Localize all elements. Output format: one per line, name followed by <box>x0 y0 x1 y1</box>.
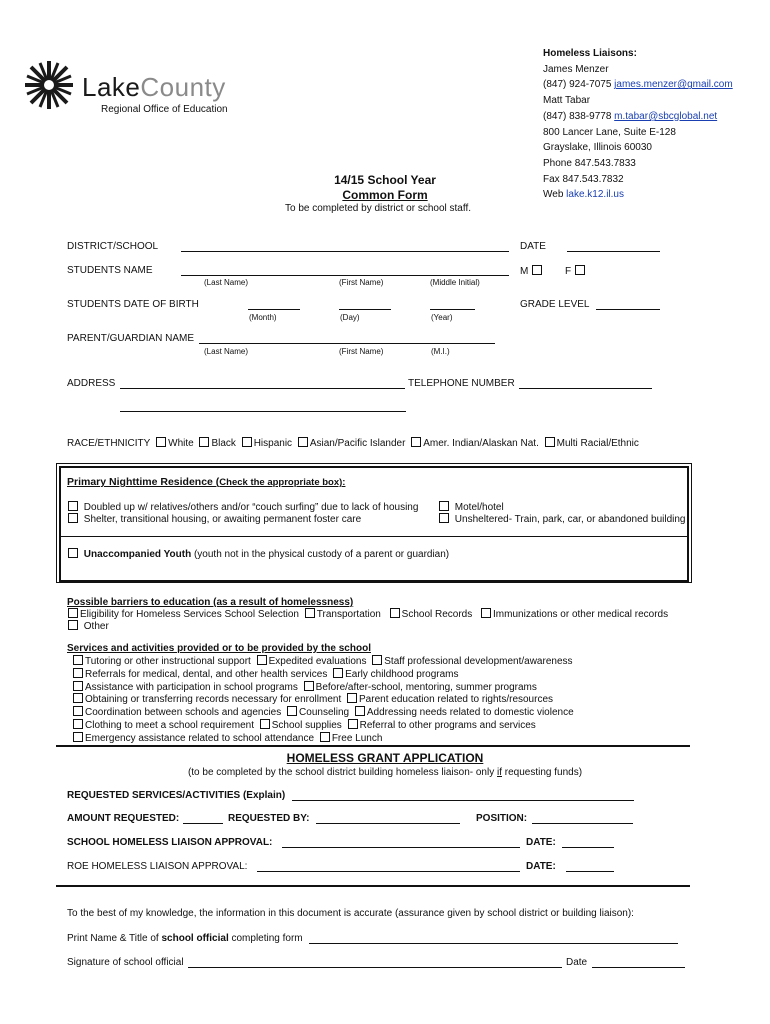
gender-m <box>520 265 545 277</box>
barriers-row <box>67 608 670 620</box>
amount-label: AMOUNT REQUESTED: <box>67 813 180 824</box>
barrier-checkbox-immunizations[interactable] <box>481 608 491 618</box>
print-name-a: Print Name & Title of <box>67 933 162 944</box>
logo-county: County <box>140 72 226 102</box>
web-link[interactable]: lake.k12.il.us <box>566 189 624 201</box>
unaccompanied-option <box>67 548 449 560</box>
residence-unsheltered-label: Unsheltered- Train, park, car, or abandoned building <box>454 514 686 525</box>
form-subtitle: Common Form <box>342 188 428 202</box>
service-checkbox-referral-programs[interactable] <box>348 719 358 729</box>
barrier-immunizations: Immunizations or other medical records <box>493 609 669 620</box>
barrier-records: School Records <box>401 609 473 620</box>
gender-m-label: M <box>520 266 529 277</box>
web-label: Web <box>543 189 564 201</box>
contact-line-1 <box>543 77 733 93</box>
service-checkbox-free-lunch[interactable] <box>320 732 330 742</box>
service-expedited: Expedited evaluations <box>268 656 367 667</box>
residence-checkbox-unsheltered[interactable] <box>439 513 449 523</box>
service-checkbox-records[interactable] <box>73 693 83 703</box>
roe-approval-label: ROE HOMELESS LIAISON APPROVAL: <box>67 861 248 872</box>
services-row-1 <box>72 655 576 668</box>
residence-option-doubled-up <box>67 501 418 513</box>
date-label: DATE <box>520 241 546 252</box>
starburst-logo-icon <box>20 58 78 112</box>
services-row-3 <box>72 681 576 694</box>
services-row-2 <box>72 668 576 681</box>
service-staff-pd: Staff professional development/awareness <box>384 656 573 667</box>
form-title: 14/15 School Year <box>334 173 436 187</box>
guardian-last-name-hint: (Last Name) <box>204 347 249 356</box>
services-heading: Services and activities provided or to be provided by the school <box>67 643 371 654</box>
residence-shelter-label: Shelter, transitional housing, or awaiting permanent foster care <box>83 514 362 525</box>
grant-title: HOMELESS GRANT APPLICATION <box>286 751 484 765</box>
signature-input-line[interactable] <box>188 967 562 968</box>
service-coordination: Coordination between schools and agencies <box>85 707 282 719</box>
logo-lake: Lake <box>82 72 141 102</box>
position-label: POSITION: <box>476 813 528 824</box>
race-checkbox-amer-indian[interactable] <box>411 437 421 447</box>
dob-day-hint: (Day) <box>340 313 360 322</box>
barrier-eligibility: Eligibility for Homeless Services School Selection <box>80 609 299 620</box>
roe-approval-date-line[interactable] <box>566 871 614 872</box>
race-asian: Asian/Pacific Islander <box>309 438 406 449</box>
service-domestic-violence: Addressing needs related to domestic violence <box>366 707 574 719</box>
print-name-input-line[interactable] <box>309 943 678 944</box>
residence-heading <box>67 476 345 488</box>
gender-f <box>565 265 588 277</box>
contact-phone-2: (847) 838-9778 <box>543 110 612 122</box>
unaccompanied-label: Unaccompanied Youth <box>83 549 192 560</box>
roe-approval-input-line[interactable] <box>257 871 520 872</box>
roe-approval-date-label: DATE: <box>526 861 556 872</box>
grant-subtitle-if: if <box>497 767 502 778</box>
unaccompanied-note: (youth not in the physical custody of a parent or guardian) <box>191 549 450 560</box>
print-name-label <box>67 933 303 944</box>
barrier-other-label: Other <box>83 621 109 632</box>
race-label: RACE/ETHNICITY <box>67 438 151 449</box>
barrier-checkbox-eligibility[interactable] <box>68 608 78 618</box>
barrier-other <box>67 620 109 632</box>
service-checkbox-expedited[interactable] <box>257 655 267 665</box>
residence-heading-text: Primary Nighttime Residence ( <box>67 476 220 488</box>
service-checkbox-parent-education[interactable] <box>347 693 357 703</box>
school-approval-label: SCHOOL HOMELESS LIAISON APPROVAL: <box>67 837 273 848</box>
services-row-6 <box>72 719 576 732</box>
address-input-line-2[interactable] <box>120 411 406 412</box>
service-checkbox-referrals-medical[interactable] <box>73 668 83 678</box>
contact-line-2 <box>543 109 733 125</box>
service-checkbox-staff-pd[interactable] <box>372 655 382 665</box>
service-emergency: Emergency assistance related to school attendance <box>85 732 315 744</box>
address-label: ADDRESS <box>67 378 116 389</box>
service-participation: Assistance with participation in school programs <box>85 681 298 693</box>
grant-subtitle-b: requesting funds) <box>502 767 583 778</box>
unaccompanied-checkbox[interactable] <box>68 548 78 558</box>
print-name-c: completing form <box>228 933 303 944</box>
service-checkbox-early-childhood[interactable] <box>333 668 343 678</box>
position-input-line[interactable] <box>532 823 633 824</box>
services-row-4 <box>72 693 576 706</box>
school-approval-date-line[interactable] <box>562 847 614 848</box>
dob-day-line[interactable] <box>339 309 391 310</box>
grant-subtitle-a: (to be completed by the school district building homeless liaison- only <box>187 767 497 778</box>
race-multi: Multi Racial/Ethnic <box>556 438 639 449</box>
grade-label: GRADE LEVEL <box>520 299 590 310</box>
race-amer-indian: Amer. Indian/Alaskan Nat. <box>423 438 539 449</box>
race-checkbox-asian[interactable] <box>298 437 308 447</box>
service-checkbox-emergency[interactable] <box>73 732 83 742</box>
dob-label: STUDENTS DATE OF BIRTH <box>67 299 199 310</box>
guardian-label: PARENT/GUARDIAN NAME <box>67 333 195 344</box>
student-last-name-hint: (Last Name) <box>204 278 249 287</box>
school-approval-input-line[interactable] <box>282 847 520 848</box>
service-referrals-medical: Referrals for medical, dental, and other health services <box>85 668 328 680</box>
service-free-lunch: Free Lunch <box>331 732 383 744</box>
race-row <box>67 437 641 449</box>
guardian-mi-hint: (M.I.) <box>431 347 450 356</box>
print-name-b: school official <box>161 933 229 944</box>
guardian-first-name-hint: (First Name) <box>339 347 384 356</box>
school-approval-date-label: DATE: <box>526 837 556 848</box>
residence-heading-instruction: Check the appropriate box): <box>219 477 346 488</box>
requested-services-label: REQUESTED SERVICES/ACTIVITIES (Explain) <box>67 790 286 801</box>
gender-f-label: F <box>565 266 572 277</box>
dob-month-line[interactable] <box>248 309 300 310</box>
contacts-heading: Homeless Liaisons: <box>543 48 637 59</box>
barrier-checkbox-records[interactable] <box>390 608 400 618</box>
address-line-1: 800 Lancer Lane, Suite E-128 <box>543 126 676 138</box>
residence-option-motel <box>438 501 504 513</box>
service-tutoring: Tutoring or other instructional support <box>85 656 251 667</box>
student-middle-initial-hint: (Middle Initial) <box>430 278 480 287</box>
district-label: DISTRICT/SCHOOL <box>67 241 159 252</box>
student-name-label: STUDENTS NAME <box>67 265 153 276</box>
form-instruction: To be completed by district or school staff. <box>284 203 471 214</box>
race-black: Black <box>211 438 236 449</box>
service-counseling: Counseling <box>299 707 350 719</box>
district-input-line[interactable] <box>181 251 509 252</box>
dob-year-hint: (Year) <box>431 313 453 322</box>
service-referral-programs: Referral to other programs and services <box>359 719 536 731</box>
date-input-line[interactable] <box>567 251 660 252</box>
student-first-name-hint: (First Name) <box>339 278 384 287</box>
telephone-label: TELEPHONE NUMBER <box>408 378 515 389</box>
service-checkbox-coordination[interactable] <box>73 706 83 716</box>
residence-divider <box>61 536 687 537</box>
race-checkbox-hispanic[interactable] <box>242 437 252 447</box>
address-line-2: Grayslake, Illinois 60030 <box>543 142 652 154</box>
race-checkbox-black[interactable] <box>199 437 209 447</box>
services-row-5 <box>72 706 576 719</box>
dob-year-line[interactable] <box>430 309 475 310</box>
address-input-line-1[interactable] <box>120 388 405 389</box>
gender-f-checkbox[interactable] <box>575 265 585 275</box>
contact-name-1: James Menzer <box>543 63 609 75</box>
barrier-transportation: Transportation <box>316 609 381 620</box>
service-checkbox-before-after[interactable] <box>304 681 314 691</box>
residence-checkbox-motel[interactable] <box>439 501 449 511</box>
service-parent-education: Parent education related to rights/resources <box>359 694 554 706</box>
grade-input-line[interactable] <box>596 309 660 310</box>
service-supplies: School supplies <box>271 719 342 731</box>
residence-motel-label: Motel/hotel <box>454 502 504 513</box>
service-checkbox-supplies[interactable] <box>260 719 270 729</box>
requested-services-input-line[interactable] <box>292 800 634 801</box>
contact-email-1[interactable]: james.menzer@gmail.com <box>614 79 733 91</box>
residence-doubled-up-label: Doubled up w/ relatives/others and/or “couch surfing” due to lack of housing <box>83 502 419 513</box>
contact-phone-1: (847) 924-7075 <box>543 79 612 91</box>
requested-by-input-line[interactable] <box>316 823 460 824</box>
service-records: Obtaining or transferring records necessary for enrollment <box>85 694 342 706</box>
gender-m-checkbox[interactable] <box>532 265 542 275</box>
signature-date-label: Date <box>566 957 588 968</box>
grant-subtitle <box>0 767 770 778</box>
barrier-checkbox-transportation[interactable] <box>305 608 315 618</box>
service-early-childhood: Early childhood programs <box>345 668 459 680</box>
service-checkbox-participation[interactable] <box>73 681 83 691</box>
service-clothing: Clothing to meet a school requirement <box>85 719 254 731</box>
services-row-7 <box>72 732 576 745</box>
grant-bottom-rule <box>56 885 690 887</box>
fax: Fax 847.543.7832 <box>543 173 624 185</box>
service-before-after: Before/after-school, mentoring, summer programs <box>315 681 537 693</box>
guardian-input-line[interactable] <box>199 343 495 344</box>
main-phone: Phone 847.543.7833 <box>543 157 636 169</box>
signature-label: Signature of school official <box>67 957 184 968</box>
residence-checkbox-doubled-up[interactable] <box>68 501 78 511</box>
office-name: Regional Office of Education <box>101 104 228 115</box>
barrier-checkbox-other[interactable] <box>68 620 78 630</box>
service-checkbox-clothing[interactable] <box>73 719 83 729</box>
student-name-input-line[interactable] <box>181 275 509 276</box>
assurance-text: To the best of my knowledge, the information in this document is accurate (assurance given by school district or building liaison): <box>67 908 634 919</box>
grant-top-rule <box>56 745 690 747</box>
residence-checkbox-shelter[interactable] <box>68 513 78 523</box>
residence-option-shelter <box>67 513 361 525</box>
contact-email-2[interactable]: m.tabar@sbcglobal.net <box>614 110 718 122</box>
service-checkbox-domestic-violence[interactable] <box>355 706 365 716</box>
dob-month-hint: (Month) <box>249 313 277 322</box>
race-checkbox-multi[interactable] <box>545 437 555 447</box>
contact-name-2: Matt Tabar <box>543 95 591 107</box>
service-checkbox-counseling[interactable] <box>287 706 297 716</box>
logo-text <box>82 72 226 103</box>
amount-input-line[interactable] <box>183 823 223 824</box>
race-white: White <box>168 438 194 449</box>
telephone-input-line[interactable] <box>519 388 652 389</box>
race-checkbox-white[interactable] <box>156 437 166 447</box>
barriers-heading: Possible barriers to education (as a result of homelessness) <box>67 597 354 608</box>
race-hispanic: Hispanic <box>253 438 293 449</box>
signature-date-line[interactable] <box>592 967 685 968</box>
requested-by-label: REQUESTED BY: <box>228 813 310 824</box>
residence-option-unsheltered <box>438 513 685 525</box>
services-list <box>72 655 576 745</box>
service-checkbox-tutoring[interactable] <box>73 655 83 665</box>
